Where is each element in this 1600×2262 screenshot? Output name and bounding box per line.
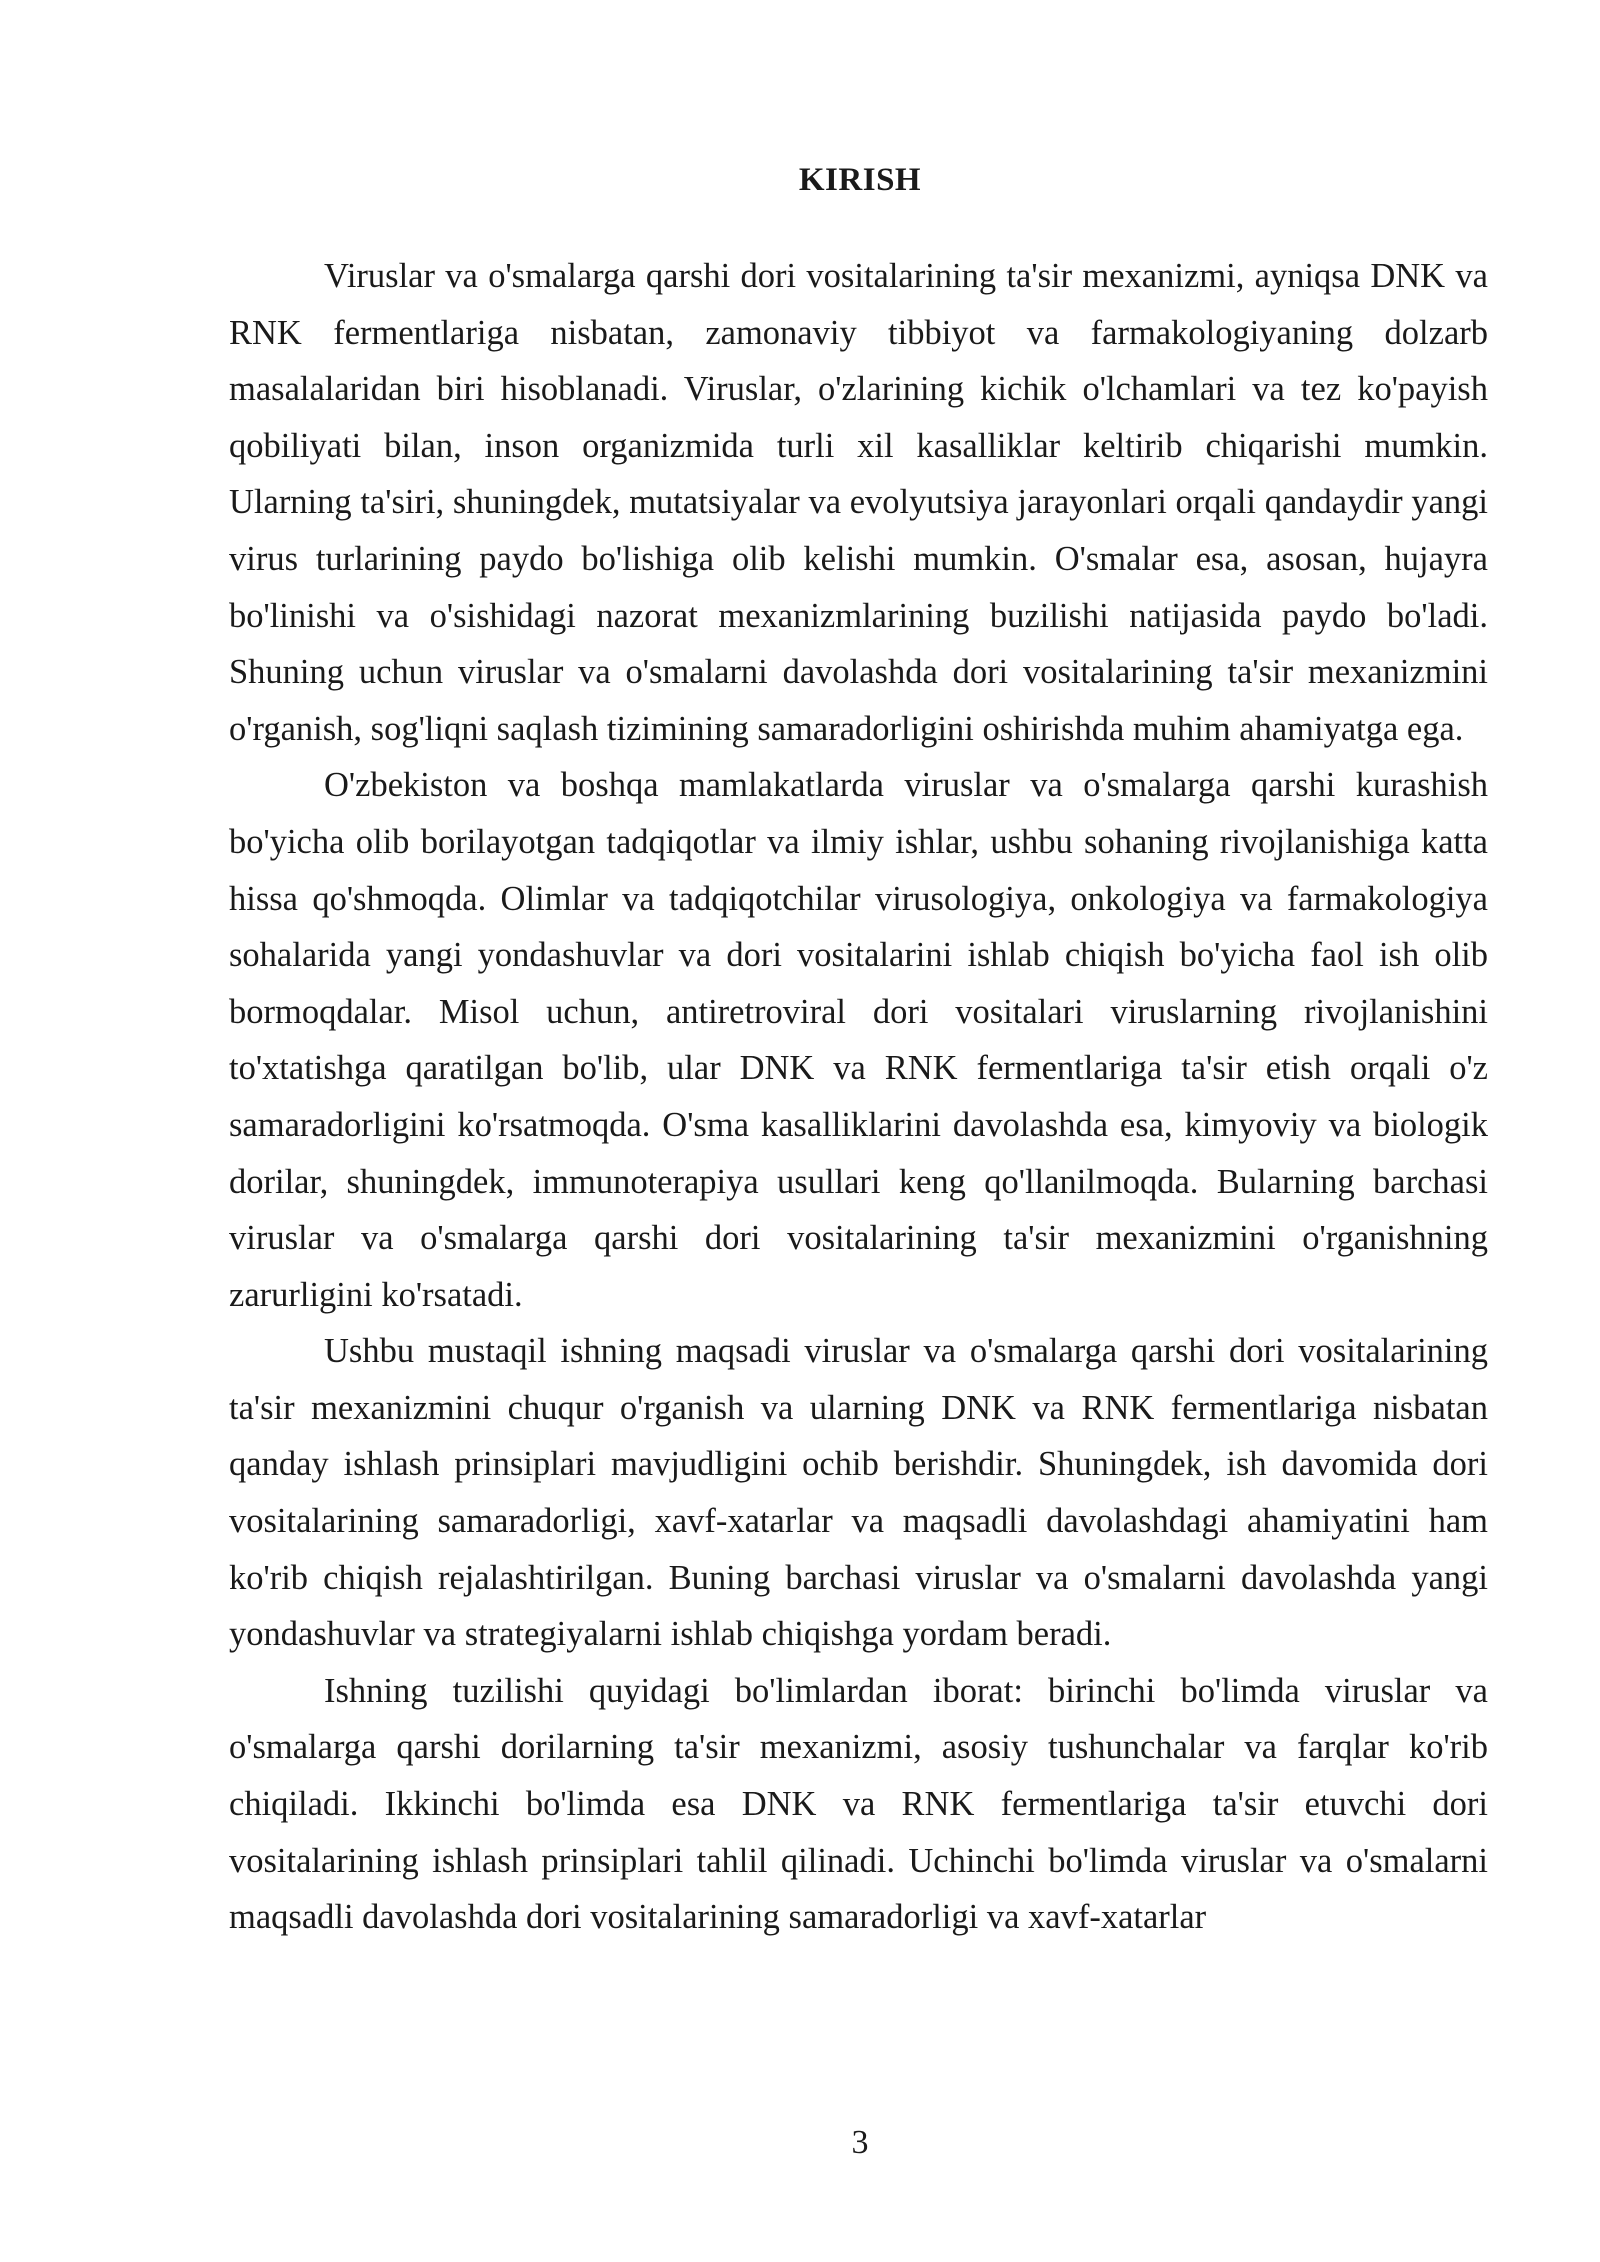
page-number: 3 [851,2124,869,2161]
paragraph-4: Ishning tuzilishi quyidagi bo'limlardan iborat: birinchi bo'limda viruslar va o'smalarga qarshi dorilarning ta'sir mexanizmi, asosiy tushunchalar va farqlar ko'rib chiqiladi. Ikkinchi bo'limda esa DNK va RNK fermentlariga ta'sir etuvchi dori vositalarining ishlash prinsiplari tahlil qilinadi. Uchinchi bo'limda viruslar va o'smalarni maqsadli davolashda dori vositalarining samaradorligi va xavf-xatarlar [229,1671,1488,1937]
paragraph-1: Viruslar va o'smalarga qarshi dori vositalarining ta'sir mexanizmi, ayniqsa DNK va RNK fermentlariga nisbatan, zamonaviy tibbiyot va farmakologiyaning dolzarb masalalaridan biri hisoblanadi. Viruslar, o'zlarining kichik o'lchamlari va tez ko'payish qobiliyati bilan, inson organizmida turli xil kasalliklar keltirib chiqarishi mumkin. Ularning ta'siri, shuningdek, mutatsiyalar va evolyutsiya jarayonlari orqali qandaydir yangi virus turlarining paydo bo'lishiga olib kelishi mumkin. O'smalar esa, asosan, hujayra bo'linishi va o'sishidagi nazorat mexanizmlarining buzilishi natijasida paydo bo'ladi. Shuning uchun viruslar va o'smalarni davolashda dori vositalarining ta'sir mexanizmini o'rganish, sog'liqni saqlash tizimining samaradorligini oshirishda muhim ahamiyatga ega. [229,257,1488,748]
page-title: KIRISH [798,162,922,198]
paragraph-3: Ushbu mustaqil ishning maqsadi viruslar va o'smalarga qarshi dori vositalarining ta'sir mexanizmini chuqur o'rganish va ularning DNK va RNK fermentlariga nisbatan qanday ishlash prinsiplari mavjudligini ochib berishdir. Shuningdek, ish davomida dori vositalarining samaradorligi, xavf-xatarlar va maqsadli davolashdagi ahamiyatini ham ko'rib chiqish rejalashtirilgan. Buning barchasi viruslar va o'smalarni davolashda yangi yondashuvlar va strategiyalarni ishlab chiqishga yordam beradi. [229,1332,1488,1654]
paragraph-2: O'zbekiston va boshqa mamlakatlarda viruslar va o'smalarga qarshi kurashish bo'yicha olib borilayotgan tadqiqotlar va ilmiy ishlar, ushbu sohaning rivojlanishiga katta hissa qo'shmoqda. Olimlar va tadqiqotchilar virusologiya, onkologiya va farmakologiya sohalarida yangi yondashuvlar va dori vositalarini ishlab chiqish bo'yicha faol ish olib bormoqdalar. Misol uchun, antiretroviral dori vositalari viruslarning rivojlanishini to'xtatishga qaratilgan bo'lib, ular DNK va RNK fermentlariga ta'sir etish orqali o'z samaradorligini ko'rsatmoqda. O'sma kasalliklarini davolashda esa, kimyoviy va biologik dorilar, shuningdek, immunoterapiya usullari keng qo'llanilmoqda. Bularning barchasi viruslar va o'smalarga qarshi dori vositalarining ta'sir mexanizmini o'rganishning zarurligini ko'rsatadi. [229,766,1488,1314]
body-text [229,248,1488,1946]
